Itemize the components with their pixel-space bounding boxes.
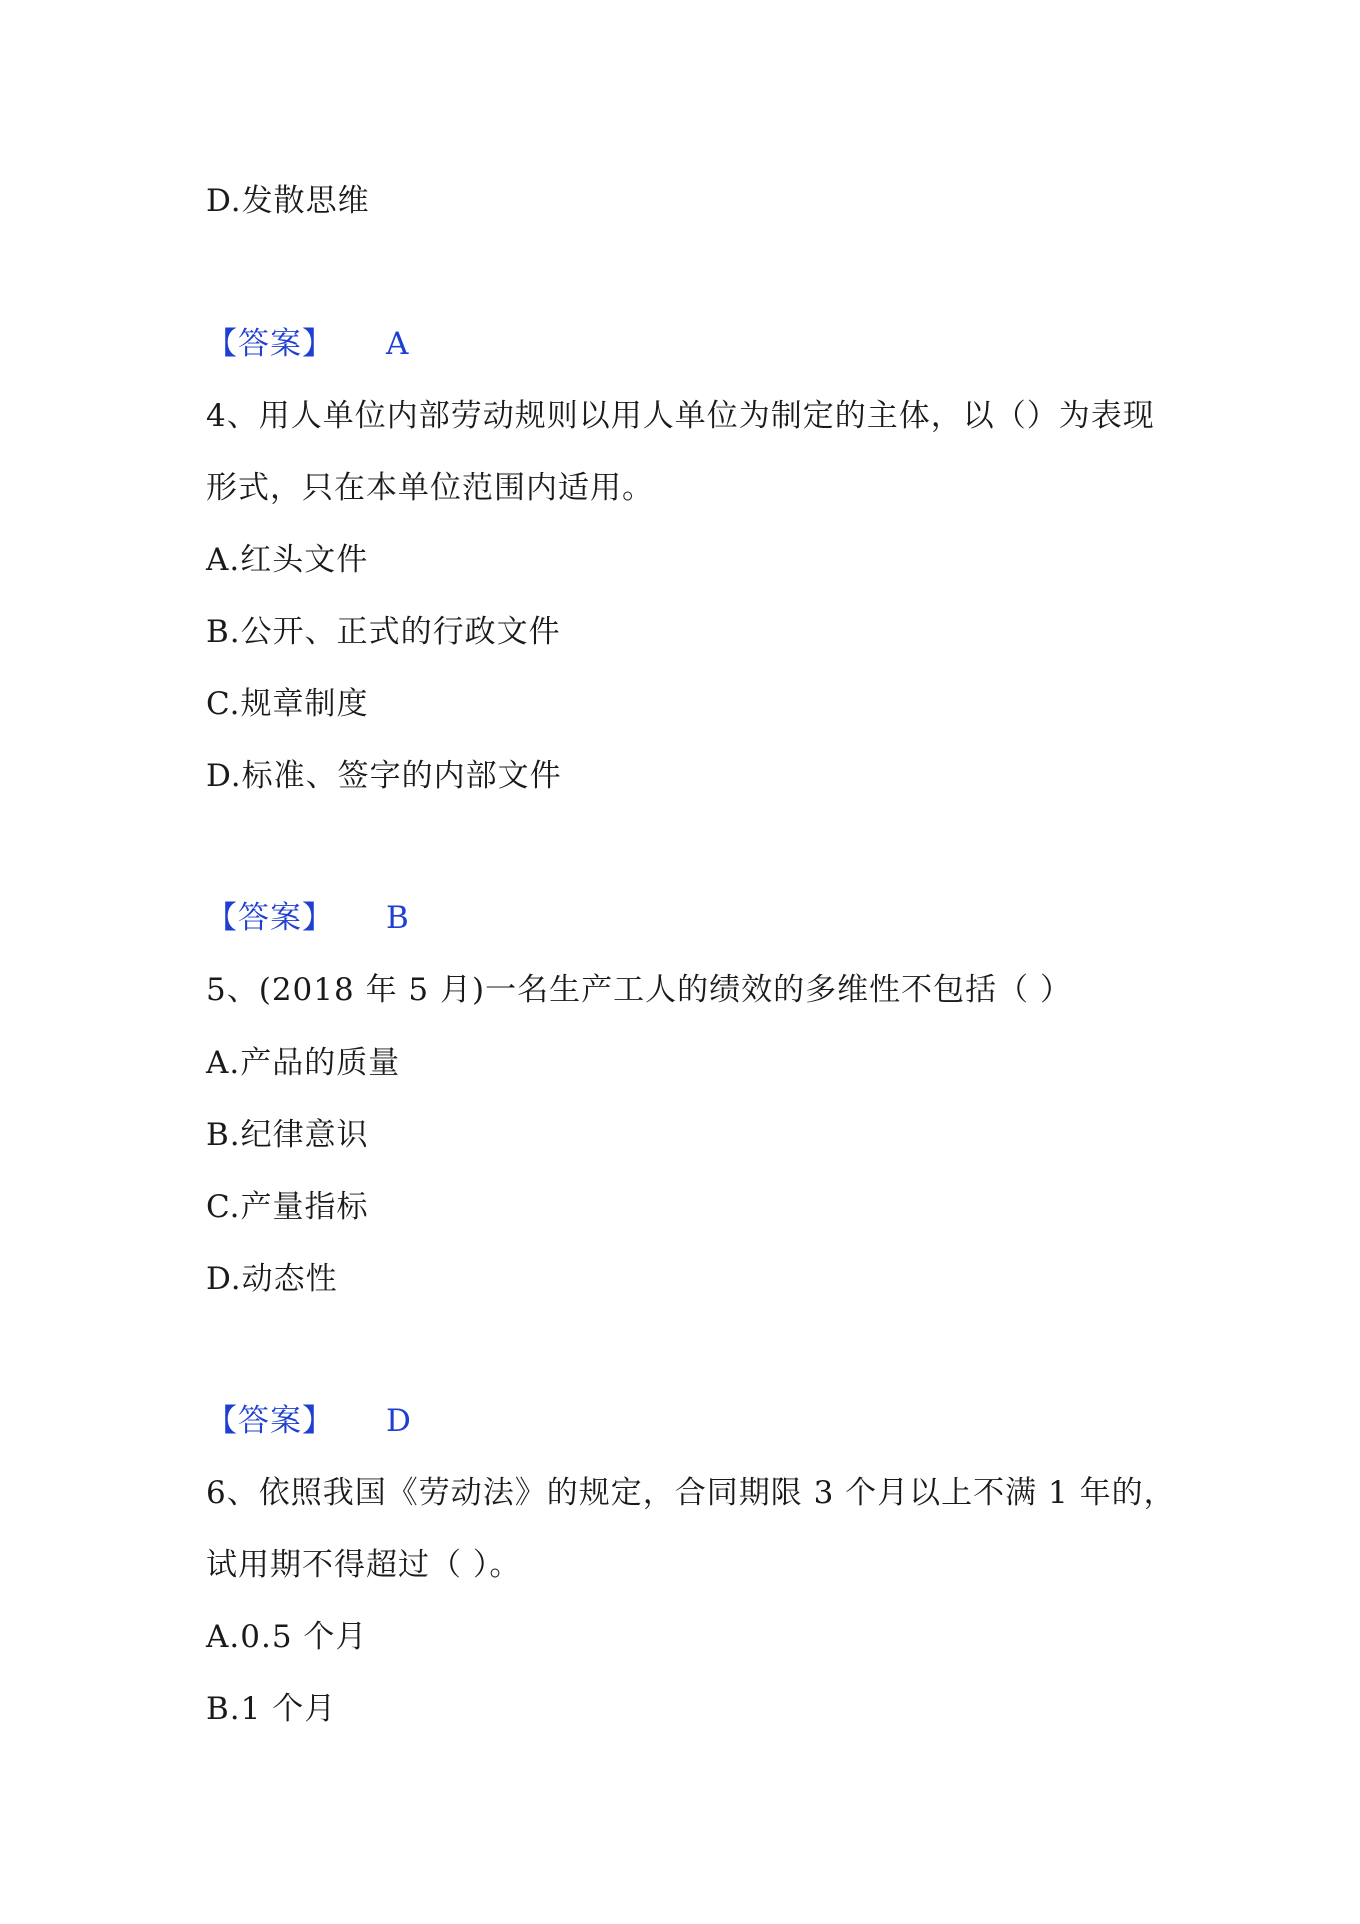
option-5d: D.动态性 <box>206 1261 338 1297</box>
option-5b: B.纪律意识 <box>206 1117 369 1153</box>
option-5c: C.产量指标 <box>206 1189 369 1225</box>
answer-label: 【答案】 <box>206 326 334 362</box>
answer-label: 【答案】 <box>206 1403 334 1439</box>
question-4-line-2: 形式，只在本单位范围内适用。 <box>206 470 654 506</box>
question-5-line-1: 5、(2018 年 5 月)一名生产工人的绩效的多维性不包括（ ） <box>206 972 1072 1008</box>
question-4-line-1: 4、用人单位内部劳动规则以用人单位为制定的主体，以（）为表现 <box>206 398 1155 434</box>
option-4c: C.规章制度 <box>206 686 369 722</box>
answer-5 <box>206 1401 412 1441</box>
question-6-line-2: 试用期不得超过（ ）。 <box>206 1547 522 1583</box>
option-5a: A.产品的质量 <box>206 1045 401 1081</box>
answer-value: D <box>386 1403 412 1439</box>
option-3d: D.发散思维 <box>206 183 370 219</box>
option-4d: D.标准、签字的内部文件 <box>206 758 562 794</box>
answer-value: B <box>386 900 410 936</box>
question-6-line-1: 6、依照我国《劳动法》的规定，合同期限 3 个月以上不满 1 年的， <box>206 1475 1176 1511</box>
option-6b: B.1 个月 <box>206 1691 337 1727</box>
option-4a: A.红头文件 <box>206 542 369 578</box>
answer-3 <box>206 324 409 364</box>
answer-label: 【答案】 <box>206 900 334 936</box>
answer-4 <box>206 898 410 938</box>
option-6a: A.0.5 个月 <box>206 1619 368 1655</box>
answer-value: A <box>386 326 410 362</box>
option-4b: B.公开、正式的行政文件 <box>206 614 561 650</box>
